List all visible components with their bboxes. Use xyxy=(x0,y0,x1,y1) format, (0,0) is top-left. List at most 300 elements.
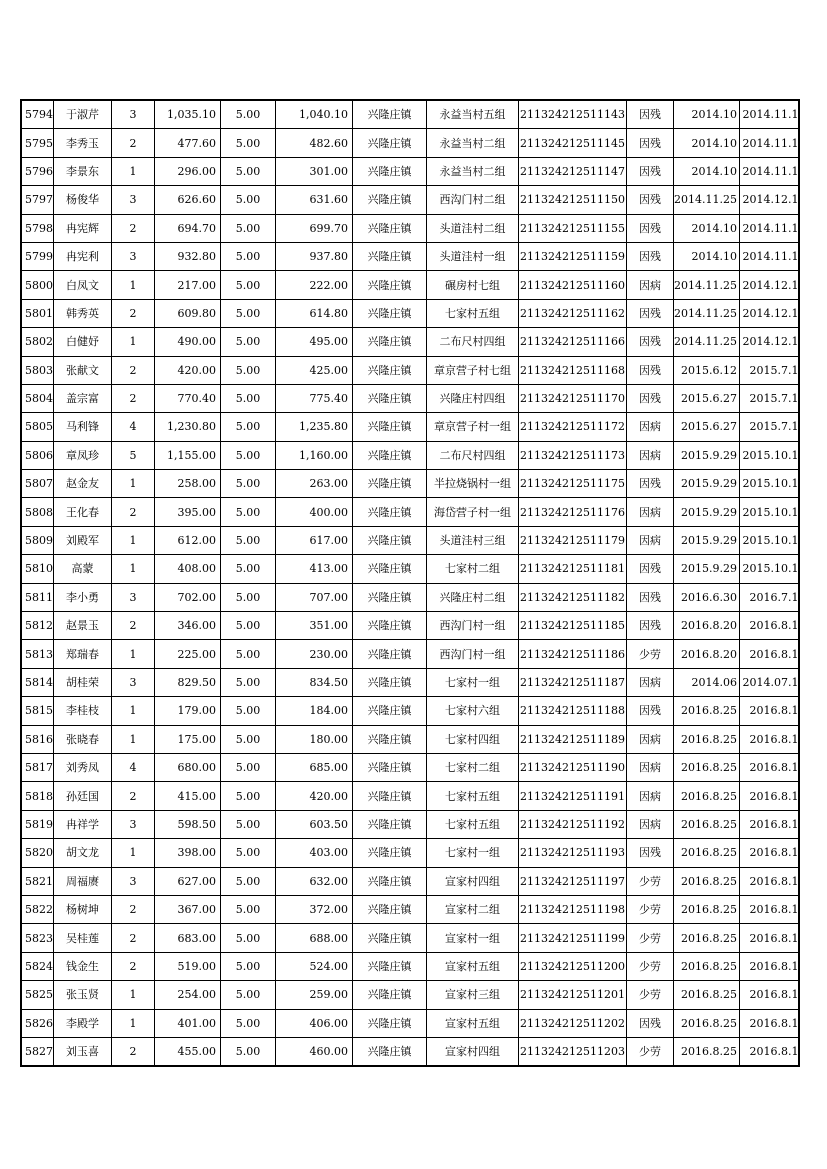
reason-cell: 因残 xyxy=(627,356,674,384)
base-amount-cell: 395.00 xyxy=(155,498,221,526)
village-group-cell: 七家村一组 xyxy=(427,839,519,867)
table-row xyxy=(21,1037,799,1066)
village-group-cell: 头道洼村一组 xyxy=(427,242,519,270)
household-size-cell: 1 xyxy=(112,981,155,1009)
table-row xyxy=(21,356,799,384)
row-number-cell: 5810 xyxy=(21,555,54,583)
relief-roster-table xyxy=(20,99,800,1067)
supplement-amount-cell: 5.00 xyxy=(221,555,276,583)
recipient-name-cell: 杨俊华 xyxy=(54,186,112,214)
village-group-cell: 兴隆庄村二组 xyxy=(427,583,519,611)
reason-cell: 因残 xyxy=(627,186,674,214)
supplement-amount-cell: 5.00 xyxy=(221,810,276,838)
township-cell: 兴隆庄镇 xyxy=(353,498,427,526)
base-amount-cell: 612.00 xyxy=(155,526,221,554)
row-number-cell: 5809 xyxy=(21,526,54,554)
recipient-name-cell: 赵景玉 xyxy=(54,612,112,640)
recipient-name-cell: 刘秀凤 xyxy=(54,753,112,781)
township-cell: 兴隆庄镇 xyxy=(353,328,427,356)
recipient-name-cell: 白凤文 xyxy=(54,271,112,299)
table-row xyxy=(21,839,799,867)
base-amount-cell: 627.00 xyxy=(155,867,221,895)
recipient-name-cell: 吴桂莲 xyxy=(54,924,112,952)
table-row xyxy=(21,299,799,327)
reason-cell: 因病 xyxy=(627,753,674,781)
case-id-cell: 211324212511199 xyxy=(519,924,627,952)
supplement-amount-cell: 5.00 xyxy=(221,356,276,384)
village-group-cell: 永益当村二组 xyxy=(427,129,519,157)
reason-cell: 因残 xyxy=(627,384,674,412)
start-date-cell: 2014.12.1 xyxy=(739,299,799,327)
reason-cell: 因病 xyxy=(627,526,674,554)
village-group-cell: 永益当村五组 xyxy=(427,100,519,129)
base-amount-cell: 598.50 xyxy=(155,810,221,838)
table-row xyxy=(21,583,799,611)
total-amount-cell: 631.60 xyxy=(276,186,353,214)
row-number-cell: 5811 xyxy=(21,583,54,611)
base-amount-cell: 702.00 xyxy=(155,583,221,611)
recipient-name-cell: 张玉贤 xyxy=(54,981,112,1009)
base-amount-cell: 258.00 xyxy=(155,470,221,498)
village-group-cell: 头道洼村二组 xyxy=(427,214,519,242)
total-amount-cell: 413.00 xyxy=(276,555,353,583)
recipient-name-cell: 胡文龙 xyxy=(54,839,112,867)
start-date-cell: 2014.12.1 xyxy=(739,271,799,299)
row-number-cell: 5815 xyxy=(21,697,54,725)
supplement-amount-cell: 5.00 xyxy=(221,612,276,640)
household-size-cell: 2 xyxy=(112,612,155,640)
recipient-name-cell: 冉宪利 xyxy=(54,242,112,270)
start-date-cell: 2014.11.1 xyxy=(739,100,799,129)
row-number-cell: 5800 xyxy=(21,271,54,299)
supplement-amount-cell: 5.00 xyxy=(221,583,276,611)
recipient-name-cell: 李景东 xyxy=(54,157,112,185)
row-number-cell: 5799 xyxy=(21,242,54,270)
case-id-cell: 211324212511166 xyxy=(519,328,627,356)
approval-date-cell: 2016.8.25 xyxy=(674,725,740,753)
table-body xyxy=(21,100,799,1066)
table-row xyxy=(21,441,799,469)
table-row xyxy=(21,242,799,270)
village-group-cell: 章京营子村一组 xyxy=(427,413,519,441)
start-date-cell: 2016.8.1 xyxy=(739,895,799,923)
approval-date-cell: 2014.10 xyxy=(674,100,740,129)
village-group-cell: 兴隆庄村四组 xyxy=(427,384,519,412)
approval-date-cell: 2016.8.20 xyxy=(674,640,740,668)
total-amount-cell: 301.00 xyxy=(276,157,353,185)
start-date-cell: 2016.8.1 xyxy=(739,867,799,895)
township-cell: 兴隆庄镇 xyxy=(353,1009,427,1037)
household-size-cell: 3 xyxy=(112,186,155,214)
case-id-cell: 211324212511172 xyxy=(519,413,627,441)
township-cell: 兴隆庄镇 xyxy=(353,441,427,469)
case-id-cell: 211324212511143 xyxy=(519,100,627,129)
reason-cell: 因病 xyxy=(627,782,674,810)
start-date-cell: 2016.8.1 xyxy=(739,697,799,725)
recipient-name-cell: 李小勇 xyxy=(54,583,112,611)
reason-cell: 少劳 xyxy=(627,952,674,980)
case-id-cell: 211324212511179 xyxy=(519,526,627,554)
base-amount-cell: 626.60 xyxy=(155,186,221,214)
recipient-name-cell: 白健妤 xyxy=(54,328,112,356)
household-size-cell: 1 xyxy=(112,271,155,299)
approval-date-cell: 2016.8.25 xyxy=(674,697,740,725)
village-group-cell: 七家村二组 xyxy=(427,555,519,583)
row-number-cell: 5794 xyxy=(21,100,54,129)
start-date-cell: 2014.11.1 xyxy=(739,129,799,157)
approval-date-cell: 2015.9.29 xyxy=(674,470,740,498)
case-id-cell: 211324212511170 xyxy=(519,384,627,412)
approval-date-cell: 2016.8.25 xyxy=(674,867,740,895)
start-date-cell: 2016.8.1 xyxy=(739,725,799,753)
total-amount-cell: 406.00 xyxy=(276,1009,353,1037)
base-amount-cell: 420.00 xyxy=(155,356,221,384)
row-number-cell: 5807 xyxy=(21,470,54,498)
table-row xyxy=(21,384,799,412)
supplement-amount-cell: 5.00 xyxy=(221,753,276,781)
household-size-cell: 2 xyxy=(112,384,155,412)
table-row xyxy=(21,981,799,1009)
village-group-cell: 章京营子村七组 xyxy=(427,356,519,384)
reason-cell: 因残 xyxy=(627,555,674,583)
supplement-amount-cell: 5.00 xyxy=(221,299,276,327)
village-group-cell: 永益当村二组 xyxy=(427,157,519,185)
row-number-cell: 5826 xyxy=(21,1009,54,1037)
case-id-cell: 211324212511189 xyxy=(519,725,627,753)
row-number-cell: 5813 xyxy=(21,640,54,668)
case-id-cell: 211324212511162 xyxy=(519,299,627,327)
total-amount-cell: 482.60 xyxy=(276,129,353,157)
base-amount-cell: 367.00 xyxy=(155,895,221,923)
township-cell: 兴隆庄镇 xyxy=(353,612,427,640)
reason-cell: 因残 xyxy=(627,839,674,867)
supplement-amount-cell: 5.00 xyxy=(221,157,276,185)
case-id-cell: 211324212511188 xyxy=(519,697,627,725)
start-date-cell: 2016.8.1 xyxy=(739,952,799,980)
start-date-cell: 2016.8.1 xyxy=(739,810,799,838)
base-amount-cell: 179.00 xyxy=(155,697,221,725)
village-group-cell: 七家村四组 xyxy=(427,725,519,753)
case-id-cell: 211324212511187 xyxy=(519,668,627,696)
base-amount-cell: 519.00 xyxy=(155,952,221,980)
approval-date-cell: 2014.10 xyxy=(674,129,740,157)
approval-date-cell: 2016.8.20 xyxy=(674,612,740,640)
case-id-cell: 211324212511150 xyxy=(519,186,627,214)
start-date-cell: 2016.8.1 xyxy=(739,640,799,668)
supplement-amount-cell: 5.00 xyxy=(221,441,276,469)
recipient-name-cell: 钱金生 xyxy=(54,952,112,980)
total-amount-cell: 1,040.10 xyxy=(276,100,353,129)
supplement-amount-cell: 5.00 xyxy=(221,867,276,895)
reason-cell: 因病 xyxy=(627,498,674,526)
village-group-cell: 宣家村五组 xyxy=(427,952,519,980)
approval-date-cell: 2014.11.25 xyxy=(674,328,740,356)
supplement-amount-cell: 5.00 xyxy=(221,526,276,554)
approval-date-cell: 2016.6.30 xyxy=(674,583,740,611)
household-size-cell: 3 xyxy=(112,668,155,696)
reason-cell: 因病 xyxy=(627,668,674,696)
household-size-cell: 2 xyxy=(112,782,155,810)
table-row xyxy=(21,555,799,583)
supplement-amount-cell: 5.00 xyxy=(221,100,276,129)
case-id-cell: 211324212511160 xyxy=(519,271,627,299)
start-date-cell: 2015.7.1 xyxy=(739,356,799,384)
start-date-cell: 2014.11.1 xyxy=(739,242,799,270)
township-cell: 兴隆庄镇 xyxy=(353,157,427,185)
reason-cell: 因残 xyxy=(627,100,674,129)
table-row xyxy=(21,924,799,952)
row-number-cell: 5797 xyxy=(21,186,54,214)
approval-date-cell: 2016.8.25 xyxy=(674,810,740,838)
township-cell: 兴隆庄镇 xyxy=(353,299,427,327)
table-row xyxy=(21,725,799,753)
approval-date-cell: 2015.6.12 xyxy=(674,356,740,384)
table-row xyxy=(21,867,799,895)
base-amount-cell: 1,230.80 xyxy=(155,413,221,441)
recipient-name-cell: 刘殿军 xyxy=(54,526,112,554)
township-cell: 兴隆庄镇 xyxy=(353,782,427,810)
recipient-name-cell: 郑瑞春 xyxy=(54,640,112,668)
start-date-cell: 2015.7.1 xyxy=(739,384,799,412)
recipient-name-cell: 赵金友 xyxy=(54,470,112,498)
township-cell: 兴隆庄镇 xyxy=(353,413,427,441)
reason-cell: 因残 xyxy=(627,157,674,185)
row-number-cell: 5803 xyxy=(21,356,54,384)
township-cell: 兴隆庄镇 xyxy=(353,186,427,214)
base-amount-cell: 490.00 xyxy=(155,328,221,356)
reason-cell: 因残 xyxy=(627,129,674,157)
base-amount-cell: 609.80 xyxy=(155,299,221,327)
household-size-cell: 4 xyxy=(112,413,155,441)
approval-date-cell: 2015.9.29 xyxy=(674,555,740,583)
reason-cell: 因病 xyxy=(627,810,674,838)
township-cell: 兴隆庄镇 xyxy=(353,1037,427,1066)
recipient-name-cell: 张晓春 xyxy=(54,725,112,753)
township-cell: 兴隆庄镇 xyxy=(353,668,427,696)
start-date-cell: 2016.8.1 xyxy=(739,782,799,810)
household-size-cell: 3 xyxy=(112,100,155,129)
row-number-cell: 5817 xyxy=(21,753,54,781)
total-amount-cell: 403.00 xyxy=(276,839,353,867)
approval-date-cell: 2015.9.29 xyxy=(674,498,740,526)
recipient-name-cell: 孙廷国 xyxy=(54,782,112,810)
supplement-amount-cell: 5.00 xyxy=(221,242,276,270)
case-id-cell: 211324212511198 xyxy=(519,895,627,923)
household-size-cell: 1 xyxy=(112,157,155,185)
table-row xyxy=(21,640,799,668)
reason-cell: 少劳 xyxy=(627,1037,674,1066)
recipient-name-cell: 盖宗富 xyxy=(54,384,112,412)
township-cell: 兴隆庄镇 xyxy=(353,271,427,299)
household-size-cell: 2 xyxy=(112,895,155,923)
row-number-cell: 5812 xyxy=(21,612,54,640)
supplement-amount-cell: 5.00 xyxy=(221,668,276,696)
supplement-amount-cell: 5.00 xyxy=(221,924,276,952)
case-id-cell: 211324212511182 xyxy=(519,583,627,611)
household-size-cell: 2 xyxy=(112,952,155,980)
row-number-cell: 5796 xyxy=(21,157,54,185)
start-date-cell: 2015.10.1 xyxy=(739,498,799,526)
recipient-name-cell: 周福赓 xyxy=(54,867,112,895)
supplement-amount-cell: 5.00 xyxy=(221,214,276,242)
total-amount-cell: 420.00 xyxy=(276,782,353,810)
base-amount-cell: 477.60 xyxy=(155,129,221,157)
row-number-cell: 5802 xyxy=(21,328,54,356)
total-amount-cell: 775.40 xyxy=(276,384,353,412)
base-amount-cell: 694.70 xyxy=(155,214,221,242)
village-group-cell: 七家村五组 xyxy=(427,782,519,810)
approval-date-cell: 2014.11.25 xyxy=(674,271,740,299)
base-amount-cell: 829.50 xyxy=(155,668,221,696)
base-amount-cell: 932.80 xyxy=(155,242,221,270)
total-amount-cell: 495.00 xyxy=(276,328,353,356)
start-date-cell: 2015.10.1 xyxy=(739,441,799,469)
base-amount-cell: 1,155.00 xyxy=(155,441,221,469)
total-amount-cell: 688.00 xyxy=(276,924,353,952)
village-group-cell: 西沟门村二组 xyxy=(427,186,519,214)
township-cell: 兴隆庄镇 xyxy=(353,640,427,668)
table-row xyxy=(21,810,799,838)
total-amount-cell: 707.00 xyxy=(276,583,353,611)
village-group-cell: 七家村五组 xyxy=(427,810,519,838)
row-number-cell: 5822 xyxy=(21,895,54,923)
table-row xyxy=(21,753,799,781)
row-number-cell: 5823 xyxy=(21,924,54,952)
township-cell: 兴隆庄镇 xyxy=(353,810,427,838)
total-amount-cell: 230.00 xyxy=(276,640,353,668)
total-amount-cell: 1,160.00 xyxy=(276,441,353,469)
approval-date-cell: 2016.8.25 xyxy=(674,839,740,867)
table-row xyxy=(21,612,799,640)
approval-date-cell: 2014.10 xyxy=(674,214,740,242)
approval-date-cell: 2014.10 xyxy=(674,157,740,185)
table-row xyxy=(21,328,799,356)
village-group-cell: 海岱营子村一组 xyxy=(427,498,519,526)
base-amount-cell: 770.40 xyxy=(155,384,221,412)
base-amount-cell: 680.00 xyxy=(155,753,221,781)
row-number-cell: 5806 xyxy=(21,441,54,469)
total-amount-cell: 834.50 xyxy=(276,668,353,696)
recipient-name-cell: 冉宪辉 xyxy=(54,214,112,242)
approval-date-cell: 2016.8.25 xyxy=(674,782,740,810)
supplement-amount-cell: 5.00 xyxy=(221,498,276,526)
township-cell: 兴隆庄镇 xyxy=(353,214,427,242)
reason-cell: 因残 xyxy=(627,242,674,270)
case-id-cell: 211324212511175 xyxy=(519,470,627,498)
start-date-cell: 2014.11.1 xyxy=(739,214,799,242)
supplement-amount-cell: 5.00 xyxy=(221,186,276,214)
base-amount-cell: 296.00 xyxy=(155,157,221,185)
approval-date-cell: 2014.11.25 xyxy=(674,299,740,327)
township-cell: 兴隆庄镇 xyxy=(353,555,427,583)
supplement-amount-cell: 5.00 xyxy=(221,782,276,810)
household-size-cell: 2 xyxy=(112,129,155,157)
case-id-cell: 211324212511197 xyxy=(519,867,627,895)
base-amount-cell: 398.00 xyxy=(155,839,221,867)
row-number-cell: 5814 xyxy=(21,668,54,696)
reason-cell: 因病 xyxy=(627,441,674,469)
total-amount-cell: 614.80 xyxy=(276,299,353,327)
reason-cell: 因残 xyxy=(627,1009,674,1037)
village-group-cell: 二布尺村四组 xyxy=(427,328,519,356)
recipient-name-cell: 张献文 xyxy=(54,356,112,384)
recipient-name-cell: 李桂枝 xyxy=(54,697,112,725)
start-date-cell: 2016.8.1 xyxy=(739,1009,799,1037)
household-size-cell: 1 xyxy=(112,839,155,867)
total-amount-cell: 351.00 xyxy=(276,612,353,640)
start-date-cell: 2015.10.1 xyxy=(739,526,799,554)
household-size-cell: 2 xyxy=(112,299,155,327)
approval-date-cell: 2015.9.29 xyxy=(674,441,740,469)
base-amount-cell: 401.00 xyxy=(155,1009,221,1037)
case-id-cell: 211324212511191 xyxy=(519,782,627,810)
total-amount-cell: 617.00 xyxy=(276,526,353,554)
village-group-cell: 七家村六组 xyxy=(427,697,519,725)
row-number-cell: 5816 xyxy=(21,725,54,753)
village-group-cell: 七家村五组 xyxy=(427,299,519,327)
household-size-cell: 1 xyxy=(112,470,155,498)
row-number-cell: 5819 xyxy=(21,810,54,838)
recipient-name-cell: 王化春 xyxy=(54,498,112,526)
row-number-cell: 5805 xyxy=(21,413,54,441)
case-id-cell: 211324212511181 xyxy=(519,555,627,583)
base-amount-cell: 455.00 xyxy=(155,1037,221,1066)
start-date-cell: 2014.12.1 xyxy=(739,186,799,214)
case-id-cell: 211324212511147 xyxy=(519,157,627,185)
total-amount-cell: 685.00 xyxy=(276,753,353,781)
recipient-name-cell: 李秀玉 xyxy=(54,129,112,157)
table-row xyxy=(21,952,799,980)
township-cell: 兴隆庄镇 xyxy=(353,924,427,952)
base-amount-cell: 415.00 xyxy=(155,782,221,810)
approval-date-cell: 2016.8.25 xyxy=(674,952,740,980)
approval-date-cell: 2016.8.25 xyxy=(674,924,740,952)
village-group-cell: 西沟门村一组 xyxy=(427,640,519,668)
village-group-cell: 碾房村七组 xyxy=(427,271,519,299)
base-amount-cell: 408.00 xyxy=(155,555,221,583)
start-date-cell: 2014.07.1 xyxy=(739,668,799,696)
case-id-cell: 211324212511192 xyxy=(519,810,627,838)
recipient-name-cell: 于淑芹 xyxy=(54,100,112,129)
base-amount-cell: 225.00 xyxy=(155,640,221,668)
reason-cell: 因残 xyxy=(627,612,674,640)
household-size-cell: 3 xyxy=(112,583,155,611)
approval-date-cell: 2016.8.25 xyxy=(674,895,740,923)
start-date-cell: 2015.10.1 xyxy=(739,555,799,583)
township-cell: 兴隆庄镇 xyxy=(353,753,427,781)
approval-date-cell: 2016.8.25 xyxy=(674,1009,740,1037)
reason-cell: 因残 xyxy=(627,697,674,725)
table-row xyxy=(21,470,799,498)
supplement-amount-cell: 5.00 xyxy=(221,384,276,412)
table-row xyxy=(21,157,799,185)
table-row xyxy=(21,214,799,242)
village-group-cell: 宣家村四组 xyxy=(427,867,519,895)
row-number-cell: 5801 xyxy=(21,299,54,327)
case-id-cell: 211324212511202 xyxy=(519,1009,627,1037)
village-group-cell: 头道洼村三组 xyxy=(427,526,519,554)
reason-cell: 少劳 xyxy=(627,640,674,668)
township-cell: 兴隆庄镇 xyxy=(353,981,427,1009)
township-cell: 兴隆庄镇 xyxy=(353,583,427,611)
table-row xyxy=(21,413,799,441)
start-date-cell: 2016.8.1 xyxy=(739,839,799,867)
village-group-cell: 宣家村四组 xyxy=(427,1037,519,1066)
household-size-cell: 1 xyxy=(112,1009,155,1037)
start-date-cell: 2015.10.1 xyxy=(739,470,799,498)
row-number-cell: 5795 xyxy=(21,129,54,157)
township-cell: 兴隆庄镇 xyxy=(353,952,427,980)
